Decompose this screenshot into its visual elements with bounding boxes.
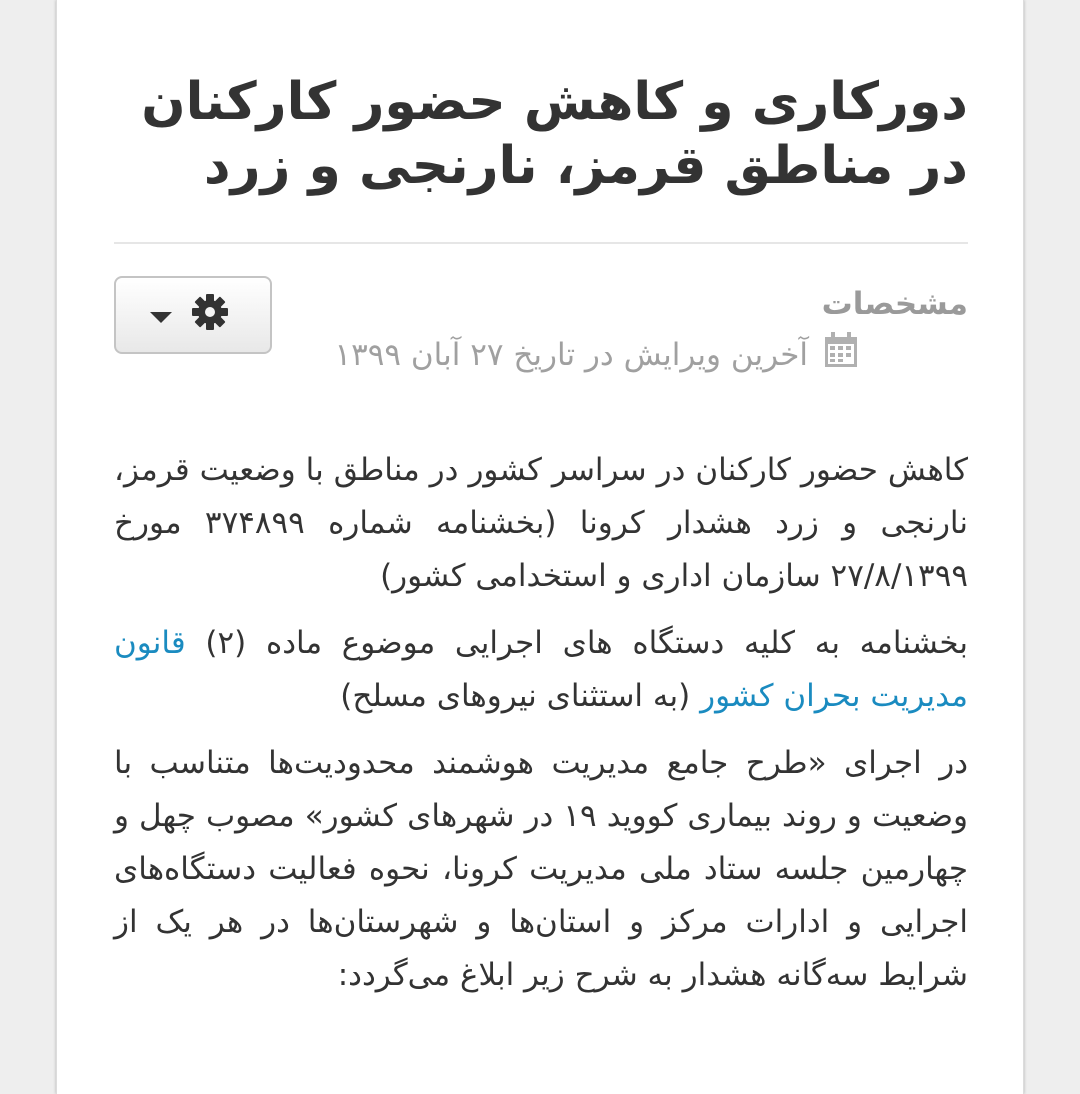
meta-label: مشخصات xyxy=(821,286,968,322)
paragraph-summary: کاهش حضور کارکنان در سراسر کشور در مناطق با وضعیت قرمز، نارنجی و زرد هشدار کرونا (بخشنامه شماره ۳۷۴۸۹۹ مورخ ۲۷/۸/۱۳۹۹ سازمان اداری و استخدامی کشور) xyxy=(114,452,968,594)
caret-down-icon xyxy=(150,312,172,323)
settings-dropdown-button[interactable] xyxy=(114,276,272,354)
paragraph-scope-text: بخشنامه به کلیه دستگاه های اجرایی موضوع ماده (۲) xyxy=(185,625,968,661)
last-edit-text: آخرین ویرایش در تاریخ ۲۷ آبان ۱۳۹۹ xyxy=(334,337,808,373)
article-page xyxy=(56,0,1024,1094)
paragraph-scope-exception: (به استثنای نیروهای مسلح) xyxy=(340,678,701,714)
paragraph-body: در اجرای «طرح جامع مدیریت هوشمند محدودیت‌ها متناسب با وضعیت و روند بیماری کووید ۱۹ در شهرهای کشور» مصوب چهل و چهارمین جلسه ستاد ملی مدیریت کرونا، نحوه فعالیت دستگاه‌های اجرایی و ادارات مرکز و استان‌ها و شهرستان‌ها در هر یک از شرایط سه‌گانه هشدار به شرح زیر ابلاغ می‌گردد: xyxy=(114,745,968,993)
calendar-icon xyxy=(824,332,858,368)
article-content xyxy=(114,0,968,1016)
meta-block xyxy=(318,282,968,380)
crisis-law-link[interactable]: قانون مدیریت بحران کشور xyxy=(114,625,968,714)
gear-icon xyxy=(190,292,230,332)
meta-row xyxy=(114,244,968,444)
last-edit-line xyxy=(318,330,968,380)
page-title: دورکاری و کاهش حضور کارکنان در مناطق قرمز، نارنجی و زرد xyxy=(141,72,968,196)
paragraph-scope xyxy=(114,617,968,723)
